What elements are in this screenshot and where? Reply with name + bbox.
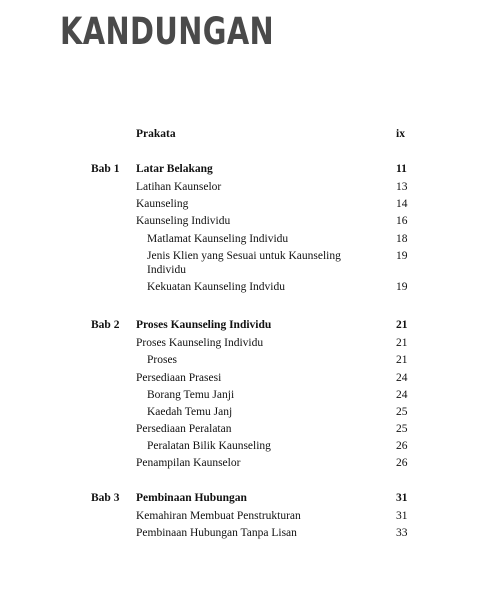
chapter-title: Latar Belakang	[136, 163, 213, 175]
entry-title: Jenis Klien yang Sesuai untuk Kaunseling Individu	[147, 250, 341, 276]
chapter-label: Bab 1	[91, 163, 120, 175]
entry-page: 25	[396, 406, 408, 418]
entry-title: Penampilan Kaunselor	[136, 457, 241, 469]
entry-title: Borang Temu Janji	[147, 389, 235, 401]
entry-title: Latihan Kaunselor	[136, 181, 222, 193]
entry-page: 24	[396, 389, 408, 401]
entry-page: 25	[396, 423, 408, 435]
entry-title: Proses	[147, 354, 178, 366]
entry-title: Persediaan Peralatan	[136, 423, 232, 435]
chapter-page: 21	[396, 319, 408, 331]
entry-page: 16	[396, 215, 408, 227]
entry-title: Proses Kaunseling Individu	[136, 337, 264, 349]
entry-title: Kekuatan Kaunseling Indvidu	[147, 281, 285, 293]
entry-page: 26	[396, 440, 408, 452]
chapter-title: Pembinaan Hubungan	[136, 492, 247, 504]
entry-title: Kaunseling	[136, 198, 189, 210]
chapter-page: 31	[396, 492, 408, 504]
entry-page: 14	[396, 198, 408, 210]
entry-title: Persediaan Prasesi	[136, 372, 222, 384]
entry-page: 24	[396, 372, 408, 384]
chapter-title: Proses Kaunseling Individu	[136, 319, 272, 331]
entry-title: Pembinaan Hubungan Tanpa Lisan	[136, 527, 297, 539]
entry-page: 19	[396, 250, 408, 262]
toc-preface-title: Prakata	[136, 128, 176, 140]
entry-page: 19	[396, 281, 408, 293]
entry-page: 26	[396, 457, 408, 469]
chapter-label: Bab 3	[91, 492, 120, 504]
entry-title: Peralatan Bilik Kaunseling	[147, 440, 271, 452]
entry-title: Matlamat Kaunseling Individu	[147, 233, 289, 245]
entry-page: 31	[396, 510, 408, 522]
toc-preface-page: ix	[396, 128, 405, 140]
entry-page: 21	[396, 337, 408, 349]
entry-page: 21	[396, 354, 408, 366]
chapter-page: 11	[396, 163, 407, 175]
entry-page: 18	[396, 233, 408, 245]
entry-title: Kaunseling Individu	[136, 215, 231, 227]
chapter-label: Bab 2	[91, 319, 120, 331]
entry-title: Kemahiran Membuat Penstrukturan	[136, 510, 301, 522]
page-heading: KANDUNGAN	[60, 10, 275, 53]
entry-page: 13	[396, 181, 408, 193]
entry-title: Kaedah Temu Janj	[147, 406, 233, 418]
entry-page: 33	[396, 527, 408, 539]
